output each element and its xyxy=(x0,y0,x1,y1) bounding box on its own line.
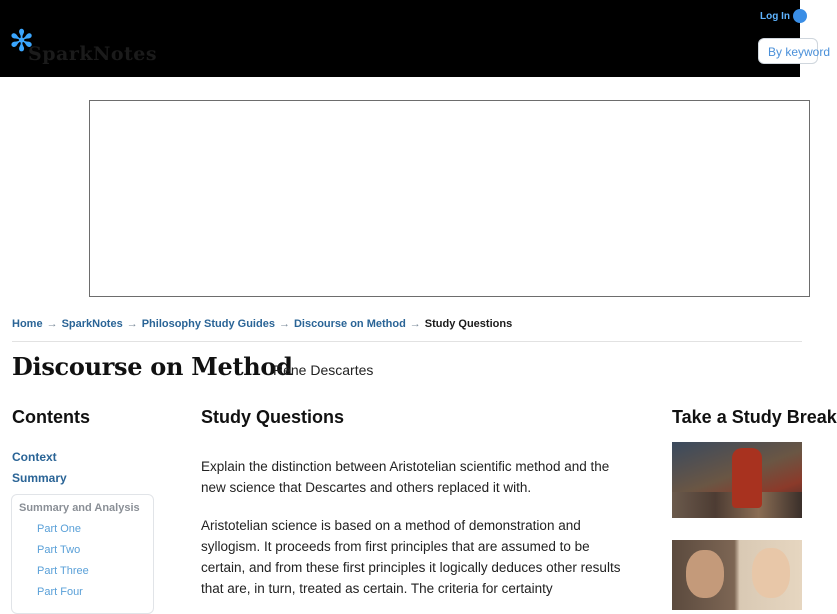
breadcrumb-arrow-icon: → xyxy=(126,318,138,330)
answer-text: Aristotelian science is based on a method of demonstration and syllogism. It proceeds from first principles that are assumed to be certain, and from these first principles it logically deduces other results that are, in turn, treated as certain. The criteria for certainty xyxy=(201,518,621,596)
sidebar-item-part-two[interactable]: Part Two xyxy=(37,544,81,556)
thumbnail-face xyxy=(752,548,790,598)
login-link[interactable]: Log In xyxy=(760,11,790,22)
search-input[interactable] xyxy=(758,38,831,64)
breadcrumb-arrow-icon: → xyxy=(409,318,421,330)
logo-star-icon[interactable]: ✻ xyxy=(9,24,35,59)
ad-placeholder xyxy=(89,100,810,297)
breadcrumb-discourse[interactable]: Discourse on Method xyxy=(293,318,406,330)
section-heading: Study Questions xyxy=(201,407,345,427)
study-break-thumbnail[interactable] xyxy=(672,540,802,610)
summary-analysis-box xyxy=(11,494,154,614)
site-header xyxy=(0,0,831,77)
page-title: Discourse on Method xyxy=(12,352,293,381)
sidebar-item-part-one[interactable]: Part One xyxy=(37,523,82,535)
sidebar-link-summary[interactable]: Summary xyxy=(12,471,67,485)
sidebar-item-part-four[interactable]: Part Four xyxy=(37,586,83,598)
breadcrumb-arrow-icon: → xyxy=(278,318,290,330)
study-break-heading: Take a Study Break xyxy=(672,407,837,427)
breadcrumb-arrow-icon: → xyxy=(46,318,58,330)
divider xyxy=(12,341,802,342)
contents-heading: Contents xyxy=(12,407,90,427)
question-text: Explain the distinction between Aristotelian scientific method and the new science that Descartes and others replaced it with. xyxy=(201,459,610,495)
breadcrumb xyxy=(12,318,512,330)
study-break-thumbnail[interactable] xyxy=(672,442,802,518)
logo-text[interactable]: SparkNotes xyxy=(28,43,158,65)
breadcrumb-current: Study Questions xyxy=(424,318,513,330)
breadcrumb-sparknotes[interactable]: SparkNotes xyxy=(61,318,123,330)
thumbnail-figure xyxy=(732,448,762,508)
summary-analysis-title[interactable]: Summary and Analysis xyxy=(19,502,140,514)
thumbnail-face xyxy=(686,550,724,598)
sidebar-item-part-three[interactable]: Part Three xyxy=(37,565,89,577)
user-icon[interactable] xyxy=(793,9,807,23)
author-name: Rene Descartes xyxy=(273,362,374,378)
search-placeholder: By keyword xyxy=(768,45,831,59)
breadcrumb-philosophy[interactable]: Philosophy Study Guides xyxy=(141,318,275,330)
sidebar-link-context[interactable]: Context xyxy=(12,450,57,464)
breadcrumb-home[interactable]: Home xyxy=(12,318,43,330)
